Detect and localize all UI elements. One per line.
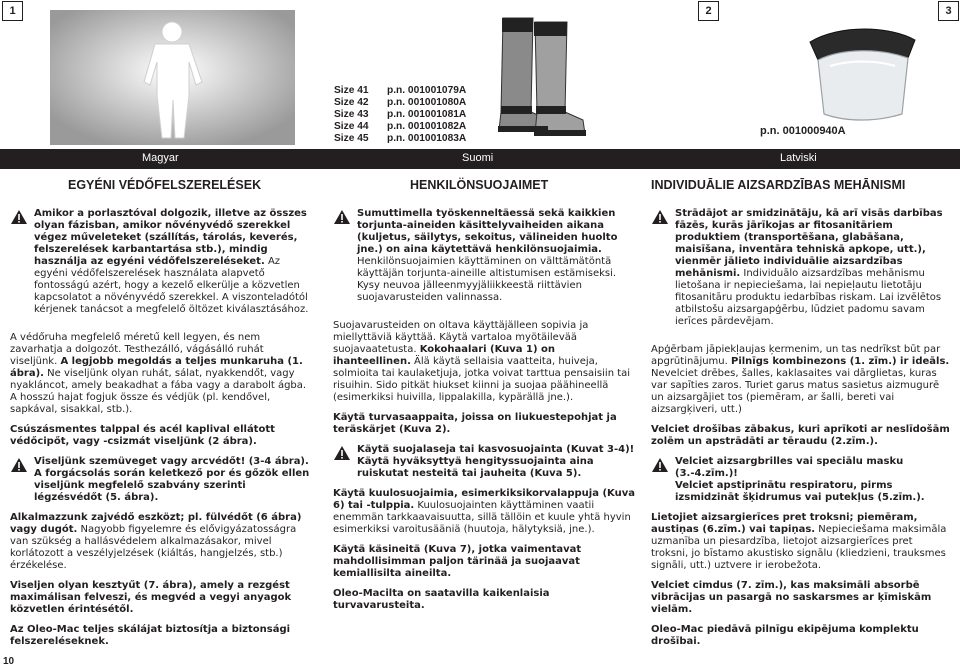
size-row xyxy=(334,85,466,97)
paragraph-bold: Käytä hyväksyttyä hengityssuojainta aina ruiskutat nesteitä tai jauheita (Kuva 5). xyxy=(357,456,594,479)
warning-block xyxy=(10,456,310,512)
paragraph-bold: Kokohaalari (Kuva 1) on ihanteellinen. xyxy=(333,344,556,367)
warning-block xyxy=(10,208,310,324)
paragraph-bold: A legjobb megoldás a teljes munkaruha (1. ábra). xyxy=(10,356,303,379)
paragraph-gloves: Käytä käsineitä (Kuva 7), jotka vaimentavat mahdollisimman paljon tärinää ja suojaavat kemiallisilta aineilta. xyxy=(333,544,582,579)
footer-page-number: 10 xyxy=(3,656,15,667)
size-label: Size 45 xyxy=(334,133,369,144)
warning-block xyxy=(651,208,951,336)
paragraph-bold: Amikor a porlasztóval dolgozik, illetve az összes olyan fázisban, amikor nővényvédő szerekkel végez műveleteket (szállítás, tárolás, keverés, felszerelések karbantartása stb.), mindig használja az egyéni védőfelszereléseket. xyxy=(34,208,307,267)
size-row xyxy=(334,109,466,121)
language-latvian: Latviski xyxy=(780,152,817,164)
size-label: Size 44 xyxy=(334,121,369,132)
paragraph-bold: Pilnīgs kombinezons (1. zīm.) ir ideāls. xyxy=(731,356,950,367)
size-row xyxy=(334,121,466,133)
paragraph-bold: Lietojiet aizsargierīces pret troksni; piemēram, austiņas (6.zīm.) vai tapiņas. xyxy=(651,512,918,535)
size-label: Size 41 xyxy=(334,85,369,96)
coverall-illustration xyxy=(50,10,295,145)
paragraph-bold: Velciet aizsargbrilles vai speciālu masku (3.-4.zīm.)! xyxy=(675,456,904,479)
part-number: p.n. 001001081A xyxy=(387,109,467,120)
warning-icon xyxy=(651,457,669,473)
paragraph-text: Ne viseljünk olyan ruhát, sálat, nyakkendőt, vagy nyakláncot, amely beakadhat a fába vagy a darabolt ágba. A hosszú hajat fogjuk össze és védjük (pl. kendővel, sapkával, sisakkal, stb.). xyxy=(10,368,307,415)
part-number: p.n. 001001083A xyxy=(387,133,467,144)
page-number-3: 3 xyxy=(938,1,959,21)
size-label: Size 43 xyxy=(334,109,369,120)
part-number: p.n. 001001079A xyxy=(387,85,467,96)
part-number: p.n. 001001080A xyxy=(387,97,467,108)
paragraph-gloves: Viseljen olyan kesztyűt (7. ábra), amely a rezgést maximálisan felveszi, és megvéd a vegyi anyagok közvetlen érintésétől. xyxy=(10,580,292,615)
paragraph-text: Individuālo aizsardzības mehānismu lietošana ir nepieciešama, lai nepieļautu lietotāju fitosanitāru produktu iedarbības riskam. Lai izvēlētos atbilstošu aizsargapģērbu, lūdziet padomu savam ierīces pārdevējam. xyxy=(675,268,942,327)
paragraph-bold: Alkalmazzunk zajvédő eszközt; pl. fülvédőt (6 ábra) vagy dugót. xyxy=(10,512,302,535)
warning-icon xyxy=(333,445,351,461)
warning-icon xyxy=(10,457,28,473)
warning-block xyxy=(333,444,635,488)
size-row xyxy=(334,133,466,145)
paragraph-text: Nagyobb figyelemre és elővigyázatosságra van szükség a hallásvédelem alkalmazásakor, mivel korlátozott a veszélyjelzések (kiáltás, hangjelzés, stb.) érzékelése. xyxy=(10,524,297,571)
paragraph-bold: Käytä suojalaseja tai kasvosuojainta (Kuvat 3-4)! xyxy=(357,444,635,455)
size-label: Size 42 xyxy=(334,97,369,108)
paragraph-text: Älä käytä sellaisia vaatteita, huiveja, solmioita tai kaulaketjuja, jotka voivat tarttua pensaisiin tai risuihin. Sido pitkät hiukset kiinni ja suojaa päähineellä (esimerkiksi huivilla, lippalakilla, kypärällä jne.). xyxy=(333,356,631,403)
paragraph-text: Apģērbam jāpiekļaujas ķermenim, un tas nedrīkst būt par apgrūtinājumu. xyxy=(651,344,941,367)
title-hungarian: EGYÉNI VÉDŐFELSZERELÉSEK xyxy=(68,178,262,192)
visor-part-number: p.n. 001000940A xyxy=(760,125,846,137)
face-shield-illustration xyxy=(780,14,930,124)
column-hungarian xyxy=(10,208,310,656)
part-number: p.n. 001001082A xyxy=(387,121,467,132)
paragraph-text: A védőruha megfelelő méretű kell legyen, és nem zavarhatja a dolgozót. Testhezálló, vágásálló ruhát viseljünk. xyxy=(10,332,264,367)
warning-block xyxy=(333,208,635,312)
title-finnish: HENKILÖNSUOJAIMET xyxy=(410,178,549,192)
paragraph-bold: Velciet apstiprinātu respiratoru, pirms izsmidzināt šķidrumus vai putekļus (5.zīm.). xyxy=(675,480,925,503)
warning-icon xyxy=(10,209,28,225)
language-hungarian: Magyar xyxy=(142,152,179,164)
paragraph-boots: Velciet drošības zābakus, kuri aprīkoti ar neslīdošām zolēm un apstrādāti ar tēraudu (2.zīm.). xyxy=(651,424,950,447)
paragraph-bold: Käytä kuulosuojaimia, esimerkiksikorvalappuja (Kuva 6) tai -tulppia. xyxy=(333,488,635,511)
warning-icon xyxy=(651,209,669,225)
page-number-1: 1 xyxy=(2,1,23,21)
paragraph-text: Nepieciešama maksimāla uzmanība un piesardzība, lietojot aizsargierīces pret troksni, jo bīstamo akustisko signālu (kliedzieni, trauksmes signāli, utt.) uztvere ir ierobežota. xyxy=(651,524,947,571)
paragraph-text: Az egyéni védőfelszerelések használata alapvető fontosságú azért, hogy a kezelő elkerülje a közvetlen kapcsolatot a növényvédő szerekkel. A viszonteladótól kérjenek tanácsot a megfelelő öltözet kiválasztásához. xyxy=(34,256,309,315)
column-finnish xyxy=(333,208,635,620)
column-latvian xyxy=(651,208,951,656)
paragraph-text: Suojavarusteiden on oltava käyttäjälleen sopivia ja miellyttäviä käyttää. Käytä vartaloa myötäilevää suojavaatetusta. xyxy=(333,320,589,355)
paragraph-boots: Käytä turvasaappaita, joissa on liukuestepohjat ja teräskärjet (Kuva 2). xyxy=(333,412,617,435)
paragraph-oleomac: Oleo-Macilta on saatavilla kaikenlaisia turvavarusteita. xyxy=(333,588,550,611)
boot-size-list xyxy=(334,85,466,145)
paragraph-bold: Viseljünk szemüveget vagy arcvédőt! (3-4 ábra). xyxy=(34,456,309,467)
paragraph-bold: Sumuttimella työskenneltäessä sekä kaikkien torjunta-aineiden käsittelyvaiheiden aikana (kuljetus, säilytys, sekoitus, välineiden huolto jne.) on aina käytettävä henkilönsuojaimia. xyxy=(357,208,618,255)
paragraph-text: Kuulosuojainten käyttäminen vaatii enemmän tarkkaavaisuutta, sillä tällöin et kuule yhtä hyvin esimerkiksi varoitusääniä (huutoja, hälytyksiä, jne.). xyxy=(333,500,631,535)
paragraph-oleomac: Az Oleo-Mac teljes skálájat biztosítja a biztonsági felszereléseknek. xyxy=(10,624,291,647)
title-latvian: INDIVIDUĀLIE AIZSARDZĪBAS MEHĀNISMI xyxy=(651,178,906,192)
paragraph-text: Henkilönsuojaimien käyttäminen on välttämätöntä käyttäjän torjunta-aineille altistumisen estämiseksi. Kysy neuvoa jälleenmyyjäliikkeestä riittävien suojavarusteiden valinnassa. xyxy=(357,256,617,303)
paragraph-bold: Strādājot ar smidzinātāju, kā arī visās darbības fāzēs, kurās jārīkojas ar fitosanitāriem produktiem (transportēšana, glabāšana, maisīšana, inventāra tehniskā apkope, utt.), vienmēr jālieto individuālie aizsardzības mehānismi. xyxy=(675,208,943,279)
language-finnish: Suomi xyxy=(462,152,494,164)
language-bar xyxy=(0,149,960,169)
paragraph-oleomac: Oleo-Mac piedāvā pilnīgu ekipējuma komplektu drošībai. xyxy=(651,624,919,647)
page-number-2: 2 xyxy=(698,1,719,21)
size-row xyxy=(334,97,466,109)
warning-block xyxy=(651,456,951,512)
paragraph-bold: A forgácsolás során keletkező por és gőzök ellen viseljünk megfelelő szabvány szerinti légzésvédőt (5. ábra). xyxy=(34,468,310,503)
paragraph-gloves: Velciet cimdus (7. zīm.), kas maksimāli absorbē vibrācijas un pasargā no saskarsmes ar ķīmiskām vielām. xyxy=(651,580,932,615)
warning-icon xyxy=(333,209,351,225)
safety-boots-illustration xyxy=(485,14,595,144)
paragraph-text: Nevelciet drēbes, šalles, kaklasaites vai dārglietas, kuras var sapīties zaros. Turiet garus matus sasietus aizmugurē un aizsargājiet tos (piemēram, ar šalli, bereti vai aizsargķiveri, utt.) xyxy=(651,368,940,415)
paragraph-boots: Csúszásmentes talppal és acél kaplival ellátott védőcipőt, vagy -csizmát viseljünk (2 ábra). xyxy=(10,424,275,447)
